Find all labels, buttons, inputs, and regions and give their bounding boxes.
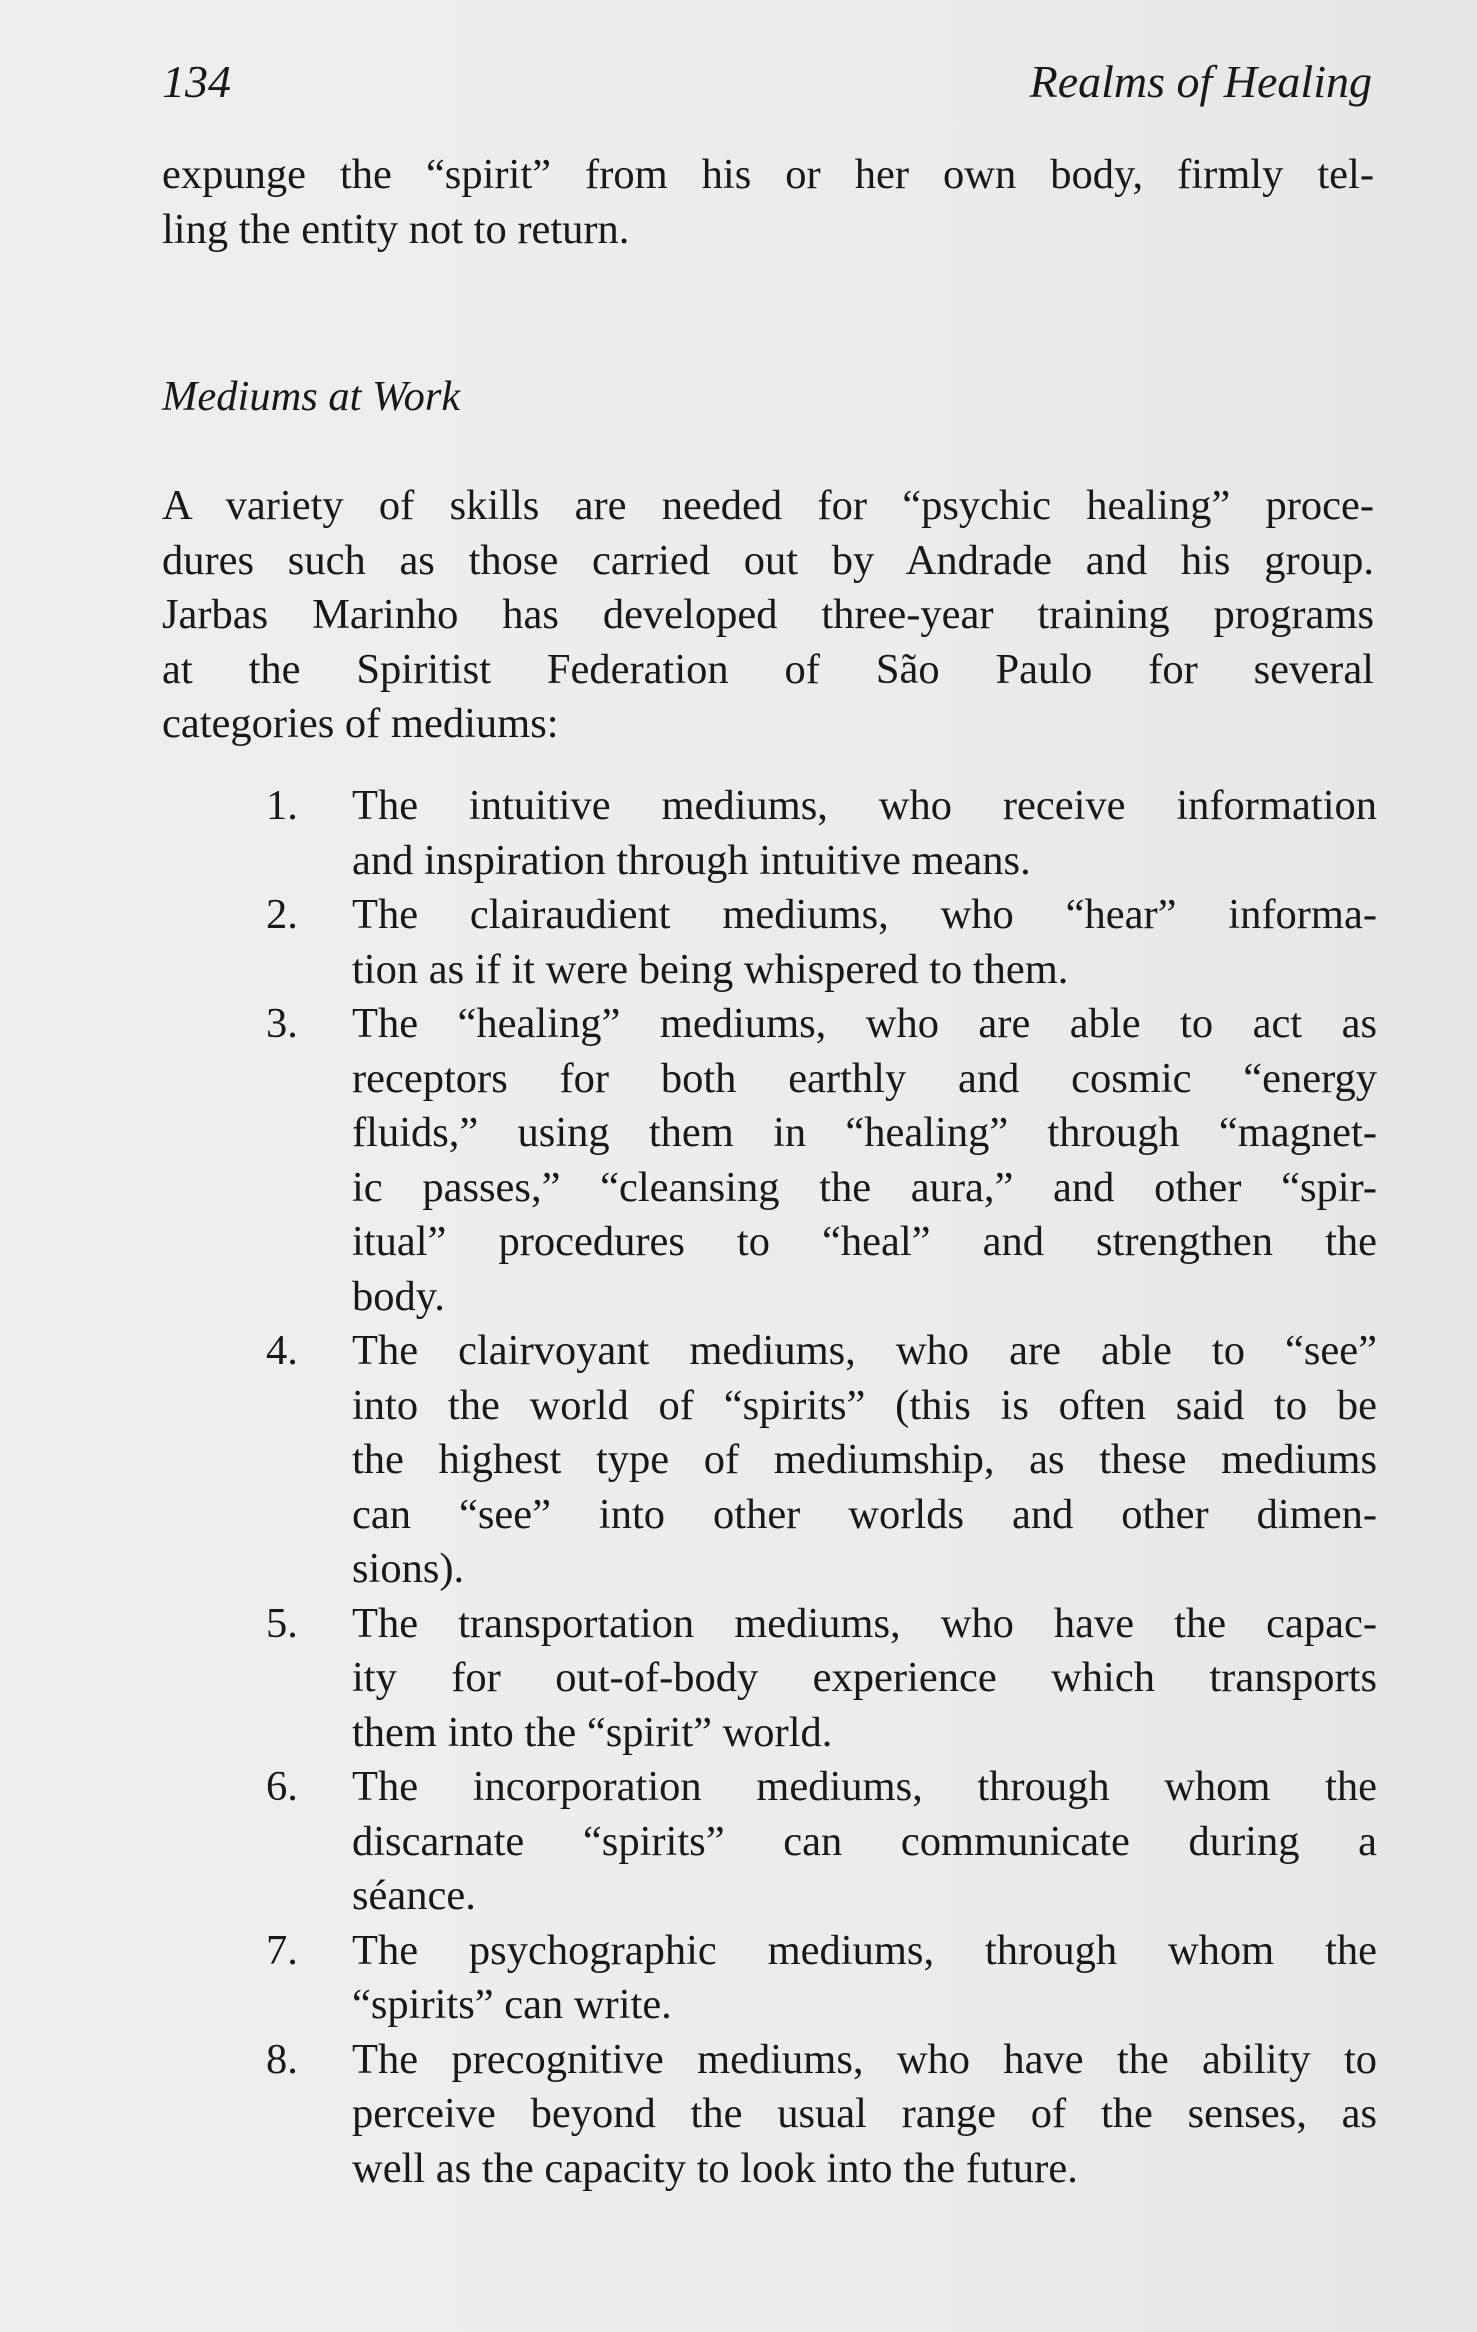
text-line: “spirits” can write.: [352, 1981, 672, 2028]
list-item-number: 3.: [266, 1000, 298, 1047]
text-line: perceive beyond the usual range of the senses, as: [352, 2090, 1377, 2137]
text-line: categories of mediums:: [162, 700, 559, 747]
list-item-number: 1.: [266, 782, 298, 829]
text-line: the highest type of mediumship, as these mediums: [352, 1436, 1377, 1483]
text-line: The precognitive mediums, who have the ability to: [352, 2035, 1377, 2083]
text-line: séance.: [352, 1872, 476, 1919]
text-line: A variety of skills are needed for “psychic healing” proce-: [162, 482, 1374, 529]
text-line: expunge the “spirit” from his or her own body, firmly tel-: [162, 151, 1374, 198]
text-line: ic passes,” “cleansing the aura,” and other “spir-: [352, 1163, 1377, 1211]
text-line: ity for out-of-body experience which transports: [352, 1654, 1377, 1701]
text-line: The psychographic mediums, through whom the: [352, 1926, 1377, 1974]
running-header: [162, 52, 1372, 112]
list-item-number: 6.: [266, 1763, 298, 1810]
text-line: The clairaudient mediums, who “hear” informa-: [352, 891, 1377, 938]
text-line: them into the “spirit” world.: [352, 1708, 833, 1756]
list-item-number: 5.: [266, 1599, 298, 1647]
section-heading: Mediums at Work: [162, 373, 461, 420]
intro-paragraph: [162, 148, 1374, 257]
list-item: [162, 1924, 1377, 2033]
text-line: tion as if it were being whispered to them.: [352, 945, 1069, 993]
list-item-number: 4.: [266, 1327, 298, 1374]
list-item-number: 8.: [266, 2035, 298, 2083]
list-item: [162, 1324, 1377, 1597]
list-item: [162, 779, 1377, 888]
text-line: into the world of “spirits” (this is often said to be: [352, 1381, 1377, 1429]
text-line: and inspiration through intuitive means.: [352, 836, 1031, 884]
running-title: Realms of Healing: [1029, 56, 1372, 107]
text-line: at the Spiritist Federation of São Paulo for several: [162, 645, 1374, 693]
list-item: [162, 2033, 1377, 2197]
mediums-list: [162, 779, 1377, 2196]
text-line: ling the entity not to return.: [162, 205, 630, 253]
text-line: body.: [352, 1272, 445, 1320]
text-line: The “healing” mediums, who are able to act as: [352, 1000, 1377, 1047]
text-line: The intuitive mediums, who receive information: [352, 782, 1377, 829]
text-line: fluids,” using them in “healing” through “magnet-: [352, 1109, 1377, 1156]
list-item: [162, 1760, 1377, 1924]
text-line: The incorporation mediums, through whom the: [352, 1763, 1377, 1810]
page-number: 134: [162, 56, 231, 107]
text-line: The clairvoyant mediums, who are able to “see”: [352, 1327, 1377, 1374]
body-paragraph: [162, 479, 1374, 752]
list-item: [162, 997, 1377, 1324]
text-line: The transportation mediums, who have the capac-: [352, 1599, 1377, 1647]
list-item: [162, 888, 1377, 997]
text-line: discarnate “spirits” can communicate during a: [352, 1817, 1377, 1865]
list-item: [162, 1597, 1377, 1761]
text-line: dures such as those carried out by Andrade and his group.: [162, 536, 1374, 584]
list-item-number: 2.: [266, 891, 298, 938]
text-line: Jarbas Marinho has developed three-year training programs: [162, 591, 1374, 638]
text-line: itual” procedures to “heal” and strengthen the: [352, 1218, 1377, 1265]
text-line: can “see” into other worlds and other dimen-: [352, 1490, 1377, 1538]
text-line: well as the capacity to look into the future.: [352, 2144, 1078, 2192]
text-line: receptors for both earthly and cosmic “energy: [352, 1054, 1377, 1102]
list-item-number: 7.: [266, 1926, 298, 1974]
text-line: sions).: [352, 1545, 465, 1592]
